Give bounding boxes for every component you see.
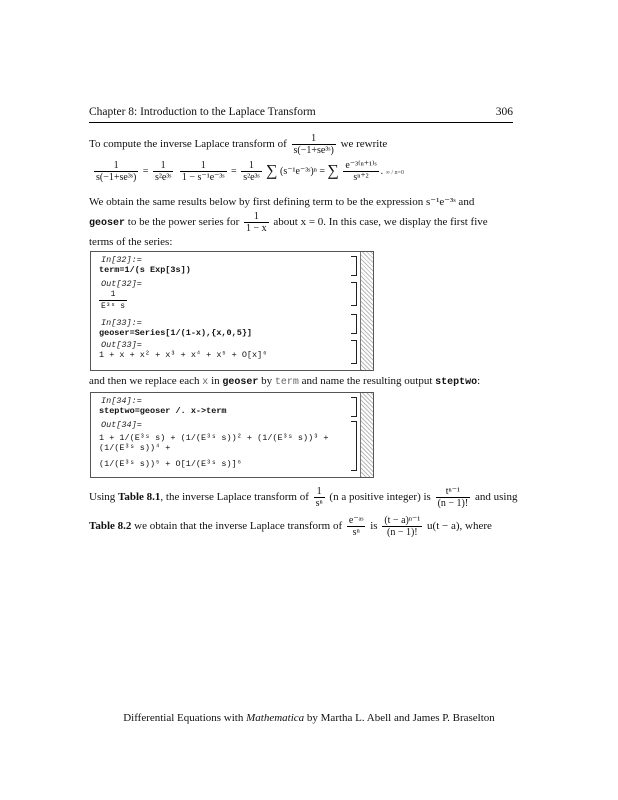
eq-lhs-den: s(−1+se³ˢ): [96, 172, 137, 183]
table82-ref: Table 8.2: [89, 520, 132, 533]
header-rule: [89, 122, 513, 123]
para3-line: [89, 486, 517, 509]
out32-num: 1: [99, 289, 127, 301]
eq-rhs-den: sⁿ⁺²: [353, 172, 369, 183]
eq-term1: [153, 160, 173, 183]
in32-label: In[32]:=: [101, 255, 142, 265]
para3-frac-den: sⁿ: [315, 498, 323, 509]
footer-before: Differential Equations with: [123, 712, 244, 724]
para4-line: [89, 515, 492, 538]
para1-frac-num: 1: [244, 211, 269, 223]
para2-line: [89, 374, 480, 390]
notebook-window-1[interactable]: [90, 251, 374, 371]
intro-line: [89, 133, 387, 156]
para4-fraction: [347, 515, 366, 538]
eq-sum-limits: ∞ / n=0: [385, 169, 404, 176]
in33-code[interactable]: geoser=Series[1/(1-x),{x,0,5}]: [99, 328, 253, 338]
eq-term3-den: s²e³ˢ: [243, 172, 260, 183]
input-cell-32[interactable]: [91, 254, 373, 276]
cell-bracket[interactable]: [351, 397, 357, 417]
in34-label: In[34]:=: [101, 396, 142, 406]
para3-fraction2: [436, 486, 471, 509]
para4-mid: we obtain that the inverse Laplace transform of: [134, 520, 343, 533]
para1-line1: We obtain the same results below by first defining term to be the expression s⁻¹e⁻³ˢ and: [89, 196, 475, 208]
out32-label: Out[32]=: [101, 279, 142, 289]
steptwo-name: steptwo: [435, 377, 478, 388]
geoser-name: geoser: [89, 218, 126, 230]
term-name: term: [274, 377, 299, 388]
para3-mid: , the inverse Laplace transform of: [160, 491, 309, 504]
footer-italic: Mathematica: [246, 712, 305, 724]
eq-period: .: [380, 165, 384, 177]
para4-frac-num: e⁻ᵃˢ: [348, 515, 364, 526]
out32-den: E³ˢ s: [101, 302, 126, 311]
para3-after: and using: [474, 491, 518, 504]
para3-fraction: [314, 486, 325, 509]
para4-after: u(t − a), where: [427, 520, 492, 533]
eq-sum-body: (s⁻¹e⁻³ˢ)ⁿ: [280, 165, 317, 177]
eq-term2: [180, 160, 227, 183]
input-cell-33[interactable]: [91, 317, 373, 339]
eq-lhs-num: 1: [94, 160, 138, 172]
in34-code[interactable]: steptwo=geoser /. x->term: [99, 406, 227, 416]
para4-fraction2: [382, 515, 422, 538]
output-cell-32: [91, 278, 373, 313]
para3-before: Using: [89, 491, 116, 504]
chapter-title: Chapter 8: Introduction to the Laplace Transform: [89, 106, 316, 118]
para4-frac-den: sⁿ: [352, 527, 360, 538]
fraction-numerator: 1: [292, 133, 336, 145]
para1-frac-den: 1 − x: [246, 223, 267, 234]
para3-frac2-num: tⁿ⁻¹: [436, 486, 471, 498]
eq-rhs: [343, 160, 378, 183]
geoser-name-2: geoser: [222, 377, 259, 388]
out34-line2: (1/(E³ˢ s))⁵ + O[1/(E³ˢ s)]⁶: [99, 459, 242, 469]
intro-text: To compute the inverse Laplace transform of: [89, 138, 287, 151]
para2-after: and name the resulting output: [301, 375, 433, 387]
cell-bracket[interactable]: [351, 421, 357, 471]
para2-colon: :: [477, 375, 481, 387]
eq-term3-num: 1: [241, 160, 261, 172]
page-number: 306: [495, 106, 513, 118]
cell-bracket[interactable]: [351, 340, 357, 364]
para1-line3: terms of the series:: [89, 236, 173, 248]
out33-label: Out[33]=: [101, 340, 142, 350]
eq-term1-den: s²e³ˢ: [154, 172, 172, 183]
eq-rhs-num: e⁻³⁽ⁿ⁺¹⁾ˢ: [345, 160, 377, 171]
para1-end: about x = 0. In this case, we display the first five: [273, 216, 488, 229]
para3-frac-num: 1: [314, 486, 325, 498]
para2-before: and then we replace each: [89, 375, 200, 387]
notebook-window-2[interactable]: [90, 392, 374, 478]
out34-line1: 1 + 1/(E³ˢ s) + (1/(E³ˢ s))² + (1/(E³ˢ s))³ + (1/(E³ˢ s))⁴ +: [99, 433, 329, 453]
eq-term2-den: 1 − s⁻¹e⁻³ˢ: [181, 172, 225, 183]
para4-is: is: [370, 520, 378, 533]
eq-term1-num: 1: [153, 160, 173, 172]
para1-line2: [89, 211, 488, 234]
eq-term2-num: 1: [180, 160, 227, 172]
intro-text-end: we rewrite: [340, 138, 388, 151]
footer-after: by Martha L. Abell and James P. Braselton: [306, 712, 495, 724]
para4-frac2-den: (n − 1)!: [386, 527, 418, 538]
in32-code[interactable]: term=1/(s Exp[3s]): [99, 265, 191, 275]
x-var: x: [202, 377, 209, 388]
in33-label: In[33]:=: [101, 318, 142, 328]
para1-mid: to be the power series for: [127, 216, 240, 229]
cell-bracket[interactable]: [351, 256, 357, 276]
out32-fraction: [99, 289, 127, 312]
cell-bracket[interactable]: [351, 314, 357, 334]
sigma-symbol: ∑: [266, 162, 278, 180]
out33-expr: 1 + x + x² + x³ + x⁴ + x⁵ + O[x]⁶: [99, 350, 268, 360]
para3-mid2: (n a positive integer) is: [329, 491, 431, 504]
out34-label: Out[34]=: [101, 420, 142, 430]
para4-frac2-num: (t − a)ⁿ⁻¹: [384, 515, 421, 526]
para3-frac2-den: (n − 1)!: [437, 498, 469, 509]
output-cell-34: [91, 419, 373, 470]
table81-ref: Table 8.1: [118, 491, 161, 504]
para2-mid: in: [211, 375, 220, 387]
fraction-denominator: s(−1+se³ˢ): [293, 145, 334, 156]
para1-fraction: [244, 211, 269, 234]
page-footer: [0, 712, 618, 724]
input-cell-34[interactable]: [91, 395, 373, 417]
eq-lhs: [94, 160, 138, 183]
output-cell-33: [91, 339, 373, 361]
para2-by: by: [261, 375, 273, 387]
sigma-symbol-2: ∑: [327, 162, 339, 180]
display-equation: $\frac{1}{\text{s(−1+se³ˢ)}}$ = $\frac{1}{\text{s²e³ˢ}}$ $\frac{1}{\text{1 − s⁻¹e⁻³ˢ}}$ = $\frac{1}{\text{s²e³ˢ}}$ ∑ (s⁻¹e⁻³ˢ)ⁿ = ∑ $\frac{\text{e⁻³⁽ⁿ⁺¹⁾ˢ}}{\text{sⁿ⁺²}}$ . ∞ / n=0: [96, 160, 404, 183]
eq-term3: [241, 160, 261, 183]
running-header: [89, 106, 513, 118]
cell-bracket[interactable]: [351, 282, 357, 306]
intro-fraction: [292, 133, 336, 156]
